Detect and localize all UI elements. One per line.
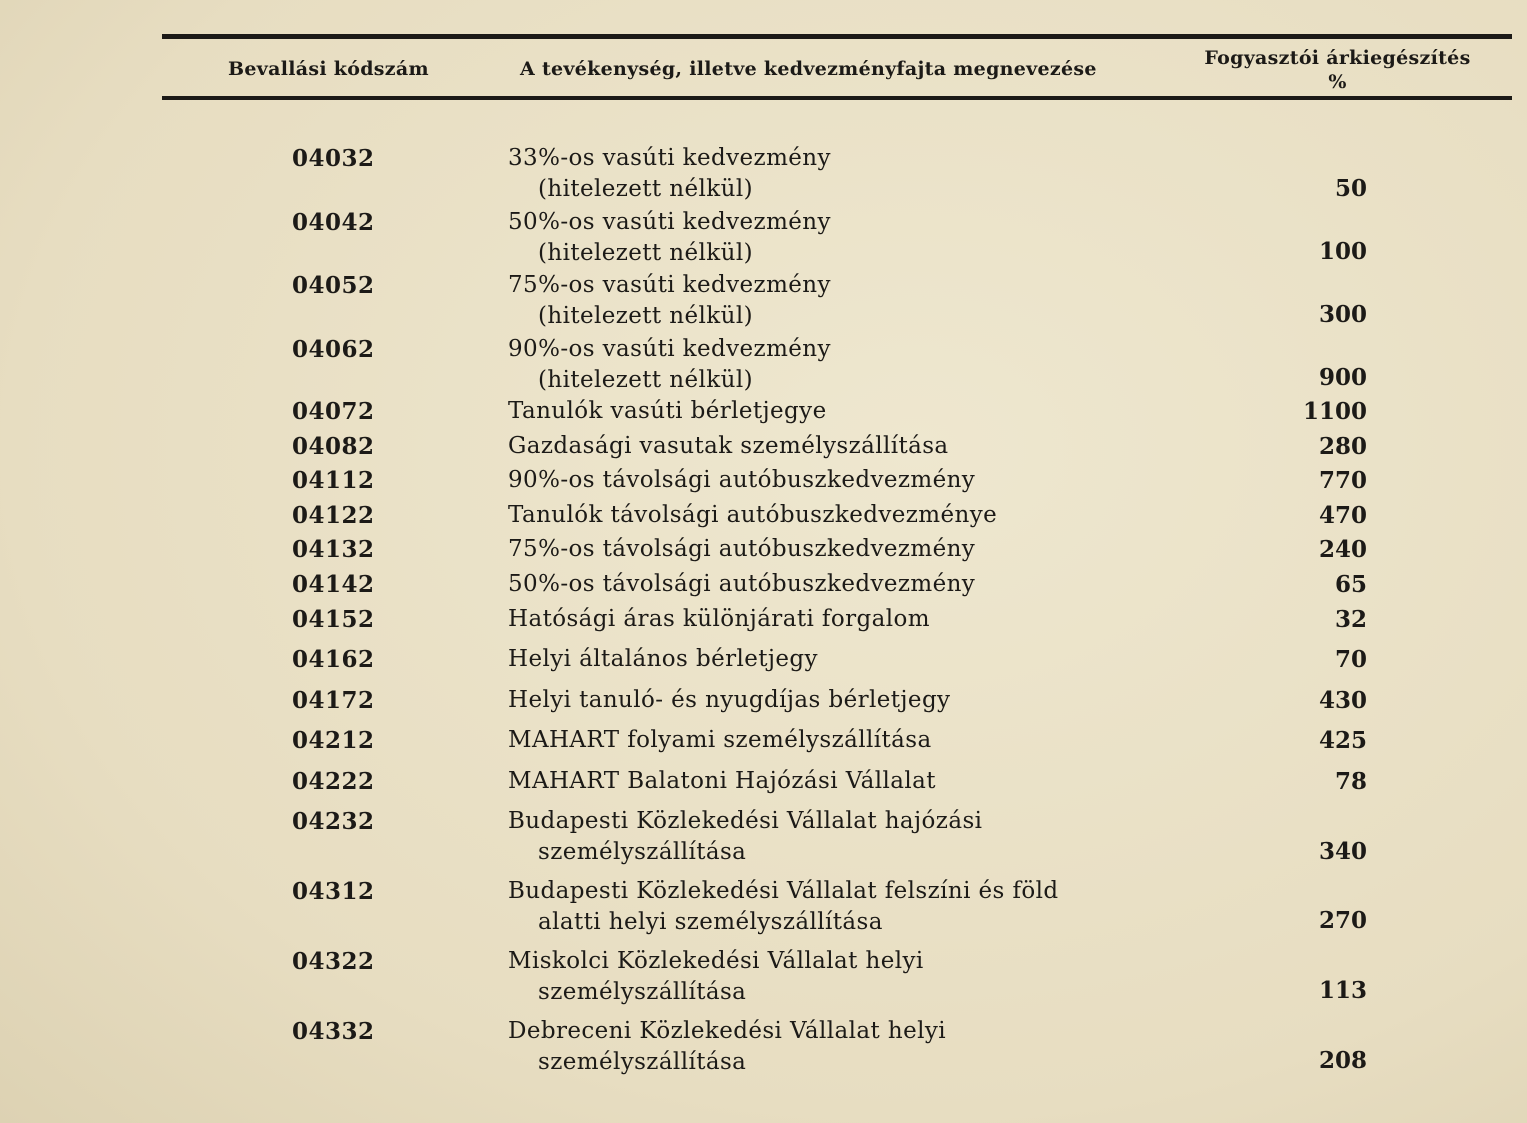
row-code: 04232 xyxy=(292,808,375,835)
row-percent-value: 65 xyxy=(1334,571,1367,598)
row-percent-value: 340 xyxy=(1318,838,1367,865)
row-description xyxy=(508,431,949,462)
row-description-line1: 75%-os vasúti kedvezmény xyxy=(508,272,831,298)
row-code: 04122 xyxy=(292,502,375,529)
row-percent-value: 113 xyxy=(1318,977,1367,1004)
row-code: 04042 xyxy=(292,209,375,236)
row-code: 04072 xyxy=(292,398,375,425)
row-code: 04162 xyxy=(292,646,375,673)
row-percent-value: 430 xyxy=(1318,687,1367,714)
row-code: 04112 xyxy=(292,467,375,494)
row-description-line1: MAHART folyami személyszállítása xyxy=(508,727,932,753)
row-code: 04212 xyxy=(292,727,375,754)
row-description-line1: Gazdasági vasutak személyszállítása xyxy=(508,433,949,459)
row-code: 04082 xyxy=(292,433,375,460)
row-code: 04322 xyxy=(292,948,375,975)
row-percent-value: 208 xyxy=(1318,1047,1367,1074)
row-code: 04152 xyxy=(292,606,375,633)
row-description xyxy=(508,876,1059,938)
row-description-line1: Tanulók vasúti bérletjegye xyxy=(508,398,827,424)
row-description-line1: Debreceni Közlekedési Vállalat helyi xyxy=(508,1018,946,1044)
row-description xyxy=(508,1016,946,1078)
row-description xyxy=(508,604,930,635)
row-description xyxy=(508,500,997,531)
row-description-line1: 50%-os vasúti kedvezmény xyxy=(508,209,831,235)
row-description xyxy=(508,725,932,756)
row-description xyxy=(508,685,950,716)
row-description-line2: (hitelezett nélkül) xyxy=(538,240,753,266)
row-description-line1: Helyi tanuló- és nyugdíjas bérletjegy xyxy=(508,687,951,713)
row-description-line1: Hatósági áras különjárati forgalom xyxy=(508,606,930,632)
row-description-line2: személyszállítása xyxy=(538,839,747,865)
row-percent-value: 300 xyxy=(1318,301,1367,328)
row-percent-value: 280 xyxy=(1318,433,1367,460)
row-percent-value: 900 xyxy=(1318,364,1367,391)
row-code: 04062 xyxy=(292,336,375,363)
header-code-column: Bevallási kódszám xyxy=(228,58,429,80)
row-description xyxy=(508,207,831,269)
row-code: 04052 xyxy=(292,272,375,299)
row-percent-value: 1100 xyxy=(1302,398,1367,425)
row-code: 04142 xyxy=(292,571,375,598)
row-description-line1: Budapesti Közlekedési Vállalat felszíni és föld xyxy=(508,878,1059,904)
row-description-line2: (hitelezett nélkül) xyxy=(538,303,753,329)
row-percent-value: 270 xyxy=(1318,907,1367,934)
row-description-line1: Helyi általános bérletjegy xyxy=(508,646,818,672)
row-description xyxy=(508,465,975,496)
row-description-line2: alatti helyi személyszállítása xyxy=(538,909,883,935)
row-percent-value: 100 xyxy=(1318,238,1367,265)
row-percent-value: 70 xyxy=(1334,646,1367,673)
row-description xyxy=(508,334,831,396)
row-description xyxy=(508,534,975,565)
row-percent-value: 470 xyxy=(1318,502,1367,529)
row-percent-value: 770 xyxy=(1318,467,1367,494)
row-description-line1: 33%-os vasúti kedvezmény xyxy=(508,145,831,171)
row-code: 04172 xyxy=(292,687,375,714)
row-description-line2: személyszállítása xyxy=(538,979,747,1005)
row-description xyxy=(508,396,827,427)
row-description-line2: (hitelezett nélkül) xyxy=(538,367,753,393)
row-code: 04222 xyxy=(292,768,375,795)
row-description-line1: 75%-os távolsági autóbuszkedvezmény xyxy=(508,536,976,562)
row-description xyxy=(508,569,975,600)
row-description-line1: Miskolci Közlekedési Vállalat helyi xyxy=(508,948,924,974)
row-description xyxy=(508,946,924,1008)
row-description xyxy=(508,143,831,205)
row-percent-value: 50 xyxy=(1334,175,1367,202)
header-percent-unit: % xyxy=(1328,71,1347,93)
row-description xyxy=(508,806,982,868)
row-description-line2: személyszállítása xyxy=(538,1049,747,1075)
row-description xyxy=(508,270,831,332)
row-code: 04032 xyxy=(292,145,375,172)
row-description xyxy=(508,644,818,675)
row-code: 04312 xyxy=(292,878,375,905)
row-percent-value: 32 xyxy=(1334,606,1367,633)
row-percent-value: 425 xyxy=(1318,727,1367,754)
row-description-line1: 50%-os távolsági autóbuszkedvezmény xyxy=(508,571,976,597)
row-description-line1: 90%-os távolsági autóbuszkedvezmény xyxy=(508,467,976,493)
row-code: 04332 xyxy=(292,1018,375,1045)
row-description xyxy=(508,766,936,797)
header-percent-label: Fogyasztói árkiegészítés xyxy=(1204,47,1471,69)
row-description-line1: 90%-os vasúti kedvezmény xyxy=(508,336,831,362)
row-percent-value: 78 xyxy=(1334,768,1367,795)
header-name-column: A tevékenység, illetve kedvezményfajta megnevezése xyxy=(520,58,1097,80)
row-code: 04132 xyxy=(292,536,375,563)
row-description-line2: (hitelezett nélkül) xyxy=(538,176,753,202)
row-description-line1: MAHART Balatoni Hajózási Vállalat xyxy=(508,768,936,794)
row-percent-value: 240 xyxy=(1318,536,1367,563)
row-description-line1: Budapesti Közlekedési Vállalat hajózási xyxy=(508,808,983,834)
row-description-line1: Tanulók távolsági autóbuszkedvezménye xyxy=(508,502,998,528)
